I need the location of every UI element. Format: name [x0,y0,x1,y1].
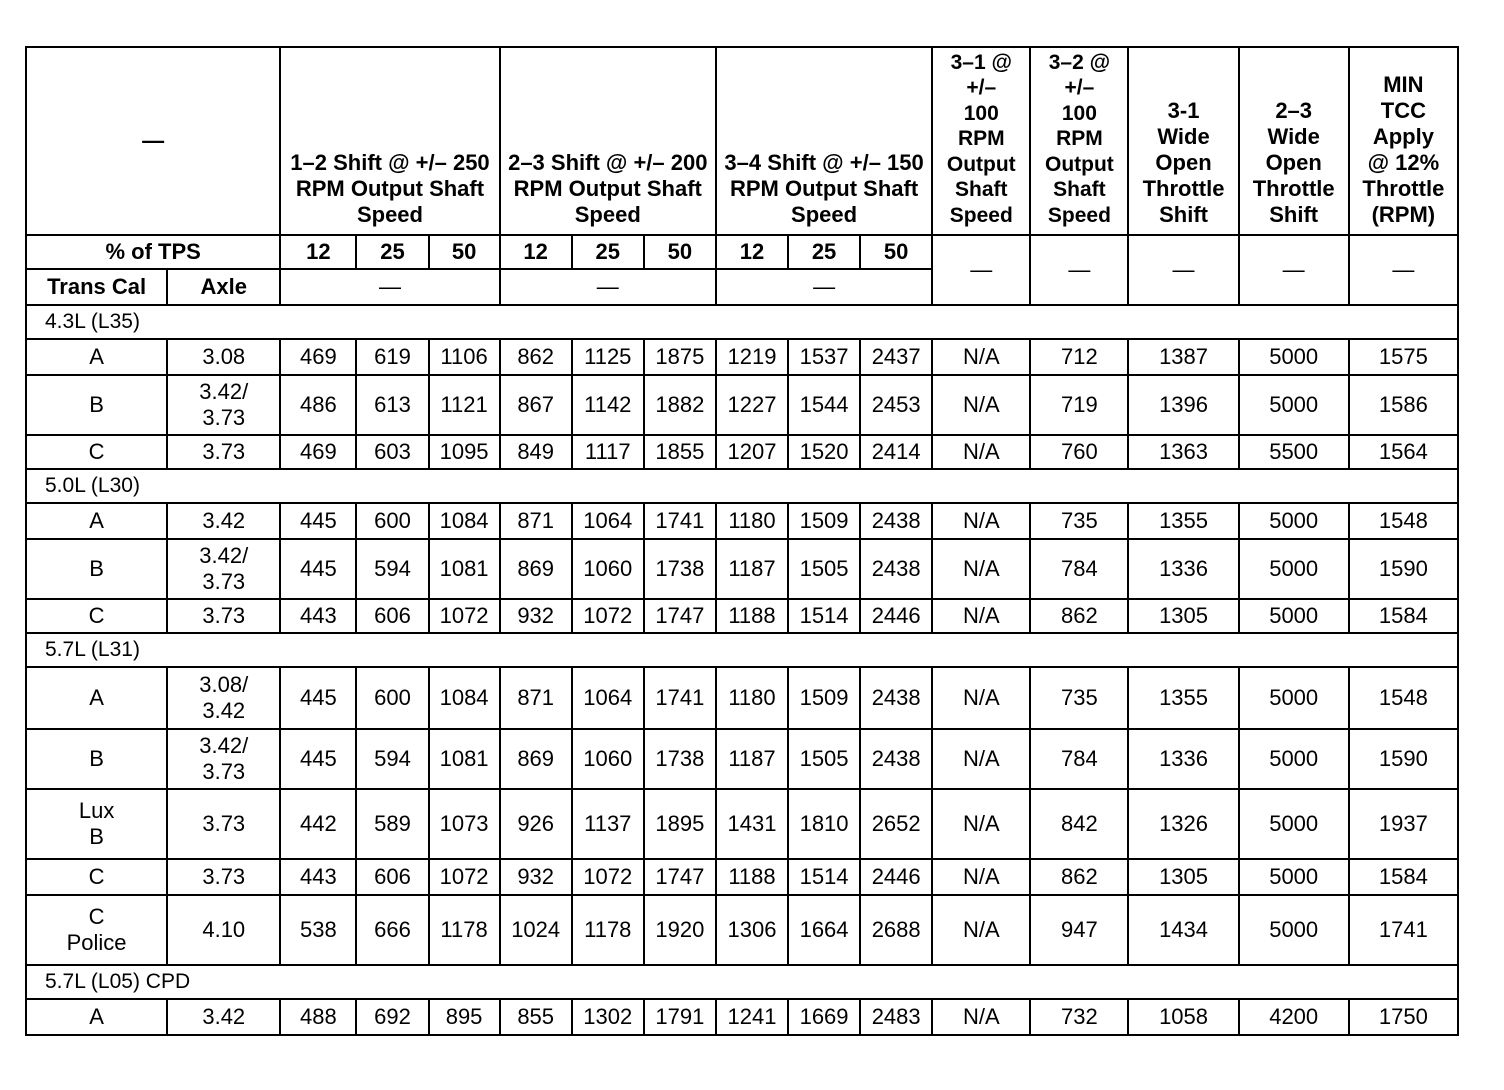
value-cell: 1882 [644,375,716,435]
value-cell: 1387 [1128,339,1238,375]
value-cell: 895 [429,999,500,1035]
value-cell: 1741 [1349,895,1458,965]
value-cell: 445 [280,539,356,599]
value-cell: 862 [500,339,572,375]
wot-3-1-header: 3-1 Wide Open Throttle Shift [1128,47,1238,235]
value-cell: 2438 [860,667,932,729]
value-cell: 1060 [572,729,644,789]
col-dash: — [1239,235,1349,305]
value-cell: 1584 [1349,599,1458,633]
trans-cal-cell: A [26,339,167,375]
value-cell: 2438 [860,539,932,599]
trans-cal-cell: B [26,375,167,435]
value-cell: 603 [356,435,428,469]
value-cell: 2453 [860,375,932,435]
col-dash: — [1349,235,1458,305]
value-cell: 1750 [1349,999,1458,1035]
table-row [26,789,1458,859]
value-cell: 5000 [1239,375,1349,435]
tps-label: % of TPS [26,235,280,269]
value-cell: 600 [356,667,428,729]
value-cell: 4200 [1239,999,1349,1035]
value-cell: 5500 [1239,435,1349,469]
value-cell: N/A [932,729,1030,789]
trans-cal-cell: B [26,729,167,789]
value-cell: 1227 [716,375,788,435]
shift-3-1-header: 3–1 @ +/– 100 RPM Output Shaft Speed [932,47,1030,235]
value-cell: 445 [280,503,356,539]
value-cell: 1895 [644,789,716,859]
value-cell: 5000 [1239,667,1349,729]
value-cell: 1875 [644,339,716,375]
table-row [26,339,1458,375]
value-cell: 855 [500,999,572,1035]
value-cell: 867 [500,375,572,435]
value-cell: 1514 [788,599,860,633]
value-cell: 1188 [716,599,788,633]
axle-cell: 3.73 [167,435,280,469]
value-cell: 1207 [716,435,788,469]
shift-3-4-header: 3–4 Shift @ +/– 150 RPM Output Shaft Speed [716,47,932,235]
value-cell: 1544 [788,375,860,435]
value-cell: 443 [280,599,356,633]
value-cell: 947 [1030,895,1128,965]
tps-value: 50 [644,235,716,269]
value-cell: 1738 [644,729,716,789]
wot-2-3-header: 2–3 Wide Open Throttle Shift [1239,47,1349,235]
trans-cal-label: Trans Cal [26,269,167,305]
value-cell: 1363 [1128,435,1238,469]
value-cell: 1241 [716,999,788,1035]
value-cell: 2414 [860,435,932,469]
engine-section-label: 5.7L (L31) [26,633,1458,667]
value-cell: N/A [932,339,1030,375]
value-cell: 1810 [788,789,860,859]
tps-value: 25 [572,235,644,269]
value-cell: 1137 [572,789,644,859]
value-cell: 606 [356,859,428,895]
axle-cell: 3.08 [167,339,280,375]
value-cell: 1741 [644,503,716,539]
trans-cal-cell: C [26,859,167,895]
value-cell: 871 [500,503,572,539]
value-cell: 486 [280,375,356,435]
value-cell: 1537 [788,339,860,375]
value-cell: 2688 [860,895,932,965]
value-cell: 1586 [1349,375,1458,435]
value-cell: N/A [932,375,1030,435]
value-cell: 1434 [1128,895,1238,965]
value-cell: 1505 [788,539,860,599]
axle-cell: 3.08/ 3.42 [167,667,280,729]
value-cell: 712 [1030,339,1128,375]
value-cell: 1669 [788,999,860,1035]
value-cell: 1575 [1349,339,1458,375]
group-dash: — [716,269,932,305]
value-cell: 784 [1030,539,1128,599]
value-cell: 1431 [716,789,788,859]
value-cell: 1081 [429,539,500,599]
value-cell: 1072 [572,859,644,895]
value-cell: 5000 [1239,599,1349,633]
tps-value: 25 [788,235,860,269]
value-cell: 1064 [572,503,644,539]
value-cell: 5000 [1239,539,1349,599]
value-cell: 1505 [788,729,860,789]
table-row [26,375,1458,435]
value-cell: 1590 [1349,729,1458,789]
value-cell: 619 [356,339,428,375]
value-cell: 1855 [644,435,716,469]
value-cell: 1187 [716,729,788,789]
value-cell: 2438 [860,729,932,789]
axle-cell: 3.42/ 3.73 [167,375,280,435]
value-cell: N/A [932,599,1030,633]
engine-section-label: 4.3L (L35) [26,305,1458,339]
value-cell: 613 [356,375,428,435]
value-cell: 1396 [1128,375,1238,435]
value-cell: 1106 [429,339,500,375]
value-cell: N/A [932,667,1030,729]
table-row [26,895,1458,965]
value-cell: 5000 [1239,503,1349,539]
value-cell: 1305 [1128,599,1238,633]
axle-cell: 3.42/ 3.73 [167,539,280,599]
value-cell: 442 [280,789,356,859]
tps-value: 12 [280,235,356,269]
value-cell: 1178 [572,895,644,965]
axle-cell: 4.10 [167,895,280,965]
axle-cell: 3.73 [167,859,280,895]
value-cell: 1081 [429,729,500,789]
value-cell: 445 [280,667,356,729]
value-cell: 1937 [1349,789,1458,859]
value-cell: 589 [356,789,428,859]
table-row [26,503,1458,539]
value-cell: 862 [1030,859,1128,895]
value-cell: 842 [1030,789,1128,859]
value-cell: 5000 [1239,339,1349,375]
value-cell: 932 [500,599,572,633]
value-cell: 869 [500,729,572,789]
value-cell: 2446 [860,859,932,895]
value-cell: 932 [500,859,572,895]
value-cell: 732 [1030,999,1128,1035]
value-cell: 1058 [1128,999,1238,1035]
group-dash: — [500,269,716,305]
value-cell: 1188 [716,859,788,895]
value-cell: 926 [500,789,572,859]
value-cell: 784 [1030,729,1128,789]
value-cell: 1564 [1349,435,1458,469]
value-cell: 488 [280,999,356,1035]
value-cell: 1355 [1128,667,1238,729]
axle-cell: 3.42 [167,503,280,539]
value-cell: 760 [1030,435,1128,469]
value-cell: 1072 [572,599,644,633]
value-cell: 869 [500,539,572,599]
col-dash: — [932,235,1030,305]
value-cell: N/A [932,539,1030,599]
table-row [26,667,1458,729]
value-cell: 5000 [1239,729,1349,789]
value-cell: 2437 [860,339,932,375]
value-cell: N/A [932,503,1030,539]
header-row [26,47,1458,235]
value-cell: 1747 [644,599,716,633]
tps-value: 12 [500,235,572,269]
shift-2-3-header: 2–3 Shift @ +/– 200 RPM Output Shaft Speed [500,47,716,235]
value-cell: 1738 [644,539,716,599]
value-cell: 849 [500,435,572,469]
value-cell: 719 [1030,375,1128,435]
value-cell: 606 [356,599,428,633]
value-cell: 1590 [1349,539,1458,599]
value-cell: 692 [356,999,428,1035]
trans-cal-cell: A [26,503,167,539]
value-cell: 1548 [1349,503,1458,539]
value-cell: 1326 [1128,789,1238,859]
value-cell: 1121 [429,375,500,435]
value-cell: 1355 [1128,503,1238,539]
shift-point-table [25,46,1459,1036]
table-row [26,999,1458,1035]
trans-cal-cell: A [26,999,167,1035]
value-cell: 2446 [860,599,932,633]
value-cell: 1336 [1128,729,1238,789]
value-cell: 2652 [860,789,932,859]
value-cell: 1072 [429,599,500,633]
col-dash: — [1030,235,1128,305]
axle-label: Axle [167,269,280,305]
value-cell: 1302 [572,999,644,1035]
engine-section-label: 5.0L (L30) [26,469,1458,503]
value-cell: 1336 [1128,539,1238,599]
table-row [26,539,1458,599]
value-cell: 1072 [429,859,500,895]
value-cell: 1073 [429,789,500,859]
value-cell: 666 [356,895,428,965]
value-cell: 1084 [429,503,500,539]
table-row [26,599,1458,633]
trans-cal-cell: B [26,539,167,599]
value-cell: 1305 [1128,859,1238,895]
value-cell: 445 [280,729,356,789]
trans-cal-cell: Lux B [26,789,167,859]
value-cell: 538 [280,895,356,965]
value-cell: 1219 [716,339,788,375]
table-row [26,859,1458,895]
value-cell: 1084 [429,667,500,729]
value-cell: 594 [356,729,428,789]
value-cell: 1920 [644,895,716,965]
trans-cal-cell: A [26,667,167,729]
tps-value: 25 [356,235,428,269]
shift-3-2-header: 3–2 @ +/– 100 RPM Output Shaft Speed [1030,47,1128,235]
axle-cell: 3.42 [167,999,280,1035]
trans-cal-cell: C [26,599,167,633]
axle-cell: 3.73 [167,789,280,859]
value-cell: 2483 [860,999,932,1035]
trans-cal-cell: C [26,435,167,469]
value-cell: 443 [280,859,356,895]
value-cell: 1514 [788,859,860,895]
value-cell: 1791 [644,999,716,1035]
group-dash: — [280,269,499,305]
value-cell: 1095 [429,435,500,469]
value-cell: 1180 [716,503,788,539]
value-cell: 1306 [716,895,788,965]
value-cell: N/A [932,895,1030,965]
shift-1-2-header: 1–2 Shift @ +/– 250 RPM Output Shaft Speed [280,47,499,235]
value-cell: 5000 [1239,859,1349,895]
value-cell: 1117 [572,435,644,469]
value-cell: 1142 [572,375,644,435]
value-cell: 1024 [500,895,572,965]
value-cell: 469 [280,339,356,375]
value-cell: 594 [356,539,428,599]
table-row [26,729,1458,789]
value-cell: 1178 [429,895,500,965]
value-cell: 2438 [860,503,932,539]
value-cell: 1187 [716,539,788,599]
value-cell: 1584 [1349,859,1458,895]
value-cell: 1509 [788,503,860,539]
engine-section-label: 5.7L (L05) CPD [26,965,1458,999]
value-cell: N/A [932,789,1030,859]
value-cell: 1060 [572,539,644,599]
value-cell: 469 [280,435,356,469]
col-dash: — [1128,235,1238,305]
value-cell: 1548 [1349,667,1458,729]
tps-value: 50 [860,235,932,269]
value-cell: 1125 [572,339,644,375]
engine-section-row [26,965,1458,999]
value-cell: 871 [500,667,572,729]
value-cell: 5000 [1239,789,1349,859]
tcc-apply-header: MIN TCC Apply @ 12% Throttle (RPM) [1349,47,1458,235]
value-cell: 1180 [716,667,788,729]
value-cell: 1520 [788,435,860,469]
trans-cal-cell: C Police [26,895,167,965]
tps-value: 50 [429,235,500,269]
value-cell: 1509 [788,667,860,729]
tps-value: 12 [716,235,788,269]
tps-row [26,235,1458,269]
engine-section-row [26,469,1458,503]
value-cell: 1741 [644,667,716,729]
value-cell: N/A [932,859,1030,895]
value-cell: 735 [1030,503,1128,539]
value-cell: 735 [1030,667,1128,729]
value-cell: 5000 [1239,895,1349,965]
value-cell: 1747 [644,859,716,895]
value-cell: N/A [932,999,1030,1035]
engine-section-row [26,305,1458,339]
value-cell: 862 [1030,599,1128,633]
corner-dash: — [26,47,280,235]
value-cell: 1064 [572,667,644,729]
axle-cell: 3.73 [167,599,280,633]
table-row [26,435,1458,469]
engine-section-row [26,633,1458,667]
value-cell: N/A [932,435,1030,469]
value-cell: 600 [356,503,428,539]
value-cell: 1664 [788,895,860,965]
axle-cell: 3.42/ 3.73 [167,729,280,789]
